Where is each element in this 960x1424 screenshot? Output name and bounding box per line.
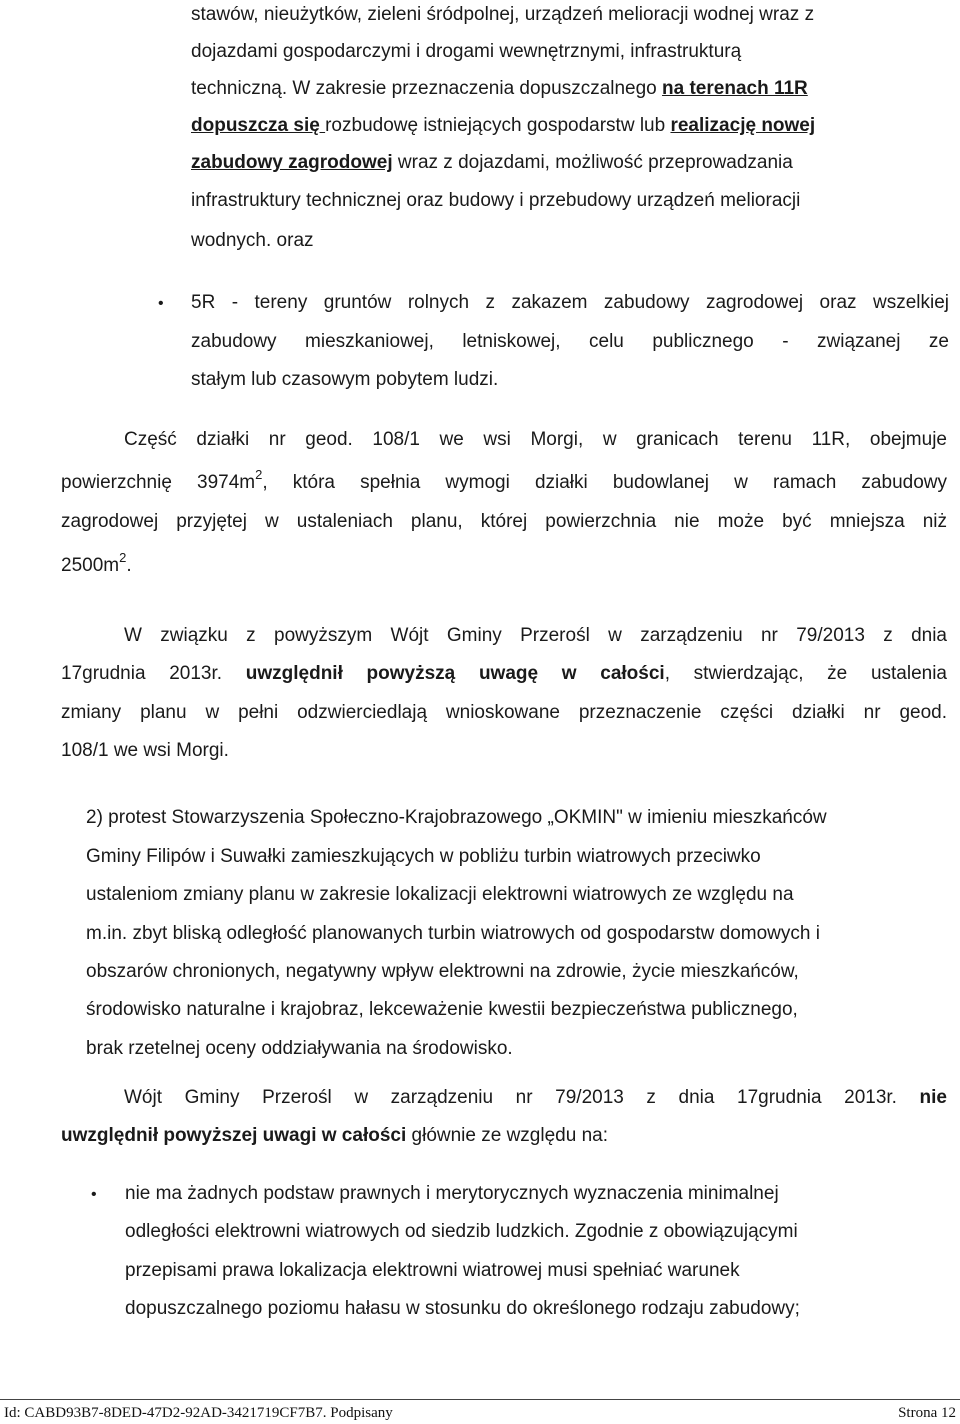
text-line: wodnych. oraz [191,230,314,251]
text-line: Część działki nr geod. 108/1 we wsi Morgi, w granicach terenu 11R, obejmuje [124,429,947,450]
text-span: 17grudnia 2013r. [61,663,246,684]
text-line [191,113,815,139]
text-span: techniczną. W zakresie przeznaczenia dopuszczalnego [191,78,663,99]
text-line: 2) protest Stowarzyszenia Społeczno-Krajobrazowego „OKMIN" w imieniu mieszkańców [86,807,827,828]
text-line [61,1123,608,1149]
text-line [191,150,793,176]
text-span: , stwierdzając, że ustalenia [664,663,948,684]
text-line [61,466,947,496]
superscript: 2 [255,466,263,482]
text-line: stałym lub czasowym pobytem ludzi. [191,369,499,390]
text-line: dopuszczalnego poziomu hałasu w stosunku do określonego rodzaju zabudowy; [125,1298,800,1319]
text-span: Wójt Gminy Przerośl w zarządzeniu nr 79/2013 z dnia 17grudnia 2013r. [124,1087,920,1108]
bold-text: uwzględnił powyższej uwagi w całości [61,1125,407,1146]
text-span: powierzchnię 3974m [61,472,256,493]
underlined-bold-text: dopuszcza się [191,115,326,136]
footer-document-id: Id: CABD93B7-8DED-47D2-92AD-3421719CF7B7. Podpisany [4,1405,393,1421]
text-line: 5R - tereny gruntów rolnych z zakazem zabudowy zagrodowej oraz wszelkiej [191,292,949,313]
text-line: dojazdami gospodarczymi i drogami wewnętrznymi, infrastrukturą [191,41,742,62]
bullet-icon: • [158,295,164,312]
footer-divider [0,1399,960,1400]
footer-page-number: Strona 12 [898,1405,956,1421]
text-line: ustaleniom zmiany planu w zakresie lokalizacji elektrowni wiatrowych ze względu na [86,884,794,905]
text-line: zabudowy mieszkaniowej, letniskowej, celu publicznego - związanej ze [191,331,949,352]
text-line: 108/1 we wsi Morgi. [61,740,229,761]
text-line: brak rzetelnej oceny oddziaływania na środowisko. [86,1038,513,1059]
text-line: środowisko naturalne i krajobraz, lekceważenie kwestii bezpieczeństwa publicznego, [86,999,798,1020]
bold-text: nie [919,1087,947,1108]
underlined-bold-text: zabudowy zagrodowej [191,152,393,173]
bullet-icon: • [91,1186,97,1203]
text-span: rozbudowę istniejących gospodarstw lub [325,115,671,136]
text-line: odległości elektrowni wiatrowych od siedzib ludzkich. Zgodnie z obowiązującymi [125,1221,798,1242]
text-line: zmiany planu w pełni odzwierciedlają wnioskowane przeznaczenie części działki nr geod. [61,702,947,723]
text-line: W związku z powyższym Wójt Gminy Przerośl w zarządzeniu nr 79/2013 z dnia [124,625,947,646]
underlined-bold-text: realizację nowej [670,115,816,136]
text-line: zagrodowej przyjętej w ustaleniach planu, której powierzchnia nie może być mniejsza niż [61,511,947,532]
text-line [61,661,947,687]
text-line: przepisami prawa lokalizacja elektrowni wiatrowej musi spełniać warunek [125,1260,740,1281]
text-line: m.in. zbyt bliską odległość planowanych turbin wiatrowych od gospodarstw domowych i [86,923,820,944]
text-line: nie ma żadnych podstaw prawnych i merytorycznych wyznaczenia minimalnej [125,1183,779,1204]
text-line: infrastruktury technicznej oraz budowy i przebudowy urządzeń melioracji [191,190,801,211]
underlined-bold-text: na terenach 11R [662,78,808,99]
text-span: . [126,555,132,576]
text-line [124,1085,947,1111]
superscript: 2 [119,549,127,565]
text-span: wraz z dojazdami, możliwość przeprowadzania [392,152,793,173]
text-span: głównie ze względu na: [406,1125,608,1146]
text-line [61,549,132,579]
text-line: obszarów chronionych, negatywny wpływ elektrowni na zdrowie, życie mieszkańców, [86,961,799,982]
bold-text: uwzględnił powyższą uwagę w całości [245,663,665,684]
text-span: , która spełnia wymogi działki budowlanej w ramach zabudowy [262,472,947,493]
text-line: Gminy Filipów i Suwałki zamieszkujących w pobliżu turbin wiatrowych przeciwko [86,846,761,867]
text-line [191,76,808,102]
text-span: 2500m [61,555,120,576]
text-line: stawów, nieużytków, zieleni śródpolnej, urządzeń melioracji wodnej wraz z [191,4,815,25]
